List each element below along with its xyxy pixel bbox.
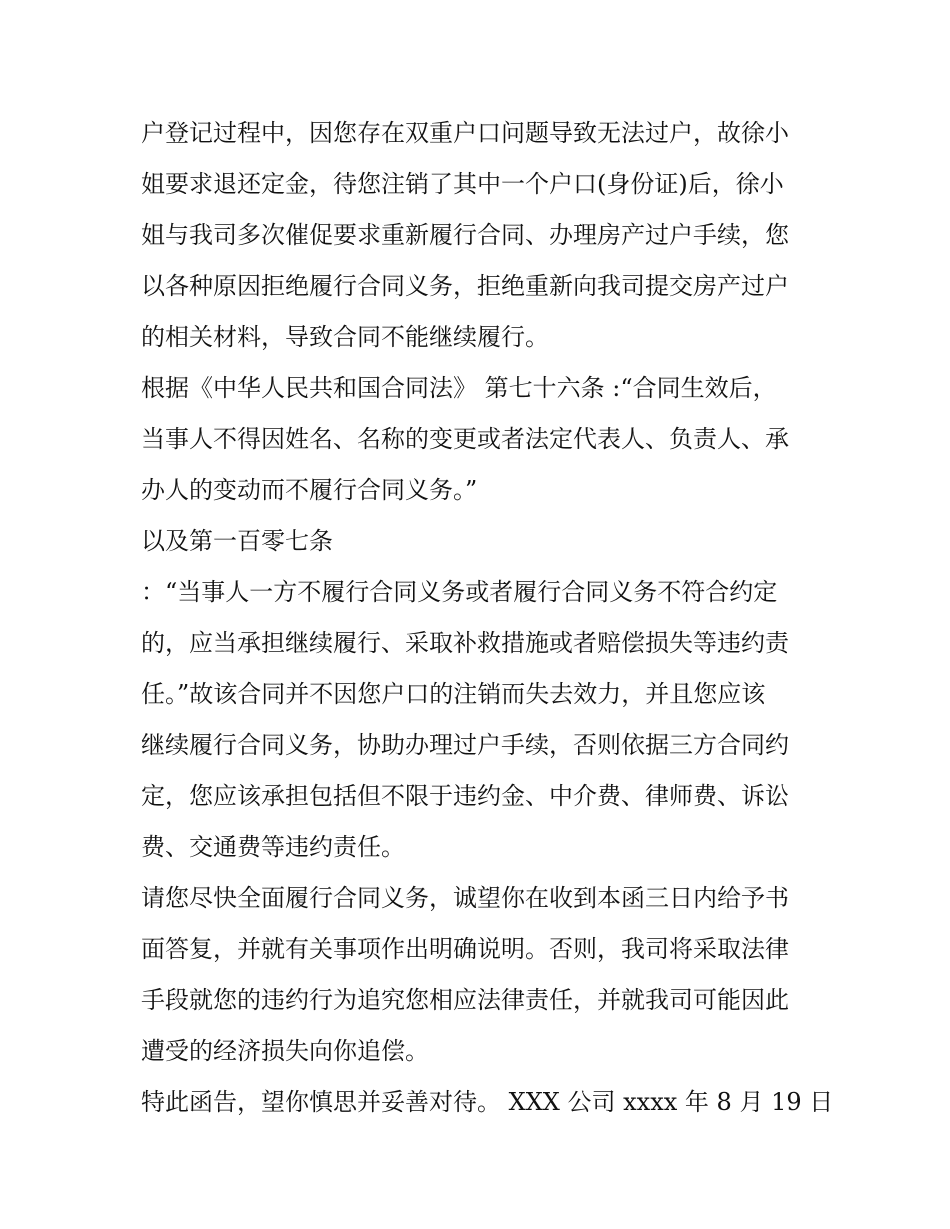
text-line: 办人的变动而不履行合同义务。”: [141, 476, 478, 504]
text-line: 任。”故该合同并不因您户口的注销而失去效力，并且您应该: [141, 680, 766, 708]
text-line: 姐要求退还定金，待您注销了其中一个户口(身份证)后，徐小: [141, 170, 784, 198]
text-line: 继续履行合同义务，协助办理过户手续，否则依据三方合同约: [141, 731, 789, 759]
letter-body: [141, 108, 834, 1128]
signature-line: 特此函告，望你慎思并妥善对待。 XXX 公司 xxxx 年 8 月 19 日: [141, 1088, 834, 1116]
text-line: 当事人不得因姓名、名称的变更或者法定代表人、负责人、承: [141, 425, 789, 453]
text-line: 以及第一百零七条: [141, 527, 333, 555]
text-line: 费、交通费等违约责任。: [141, 833, 405, 861]
text-line: ：“当事人一方不履行合同义务或者履行合同义务不符合约定: [141, 578, 778, 606]
text-line: 户登记过程中，因您存在双重户口问题导致无法过户，故徐小: [141, 119, 789, 147]
text-line: 姐与我司多次催促要求重新履行合同、办理房产过户手续，您: [141, 221, 789, 249]
text-line: 请您尽快全面履行合同义务，诚望你在收到本函三日内给予书: [141, 884, 789, 912]
text-line: 根据《中华人民共和国合同法》 第七十六条 :“合同生效后，: [141, 374, 777, 402]
text-line: 的，应当承担继续履行、采取补救措施或者赔偿损失等违约责: [141, 629, 789, 657]
text-line: 面答复，并就有关事项作出明确说明。否则，我司将采取法律: [141, 935, 789, 963]
text-line: 遭受的经济损失向你追偿。: [141, 1037, 429, 1065]
text-line: 手段就您的违约行为追究您相应法律责任，并就我司可能因此: [141, 986, 789, 1014]
text-line: 定，您应该承担包括但不限于违约金、中介费、律师费、诉讼: [141, 782, 789, 810]
text-line: 的相关材料，导致合同不能继续履行。: [141, 323, 549, 351]
text-line: 以各种原因拒绝履行合同义务，拒绝重新向我司提交房产过户: [141, 272, 789, 300]
